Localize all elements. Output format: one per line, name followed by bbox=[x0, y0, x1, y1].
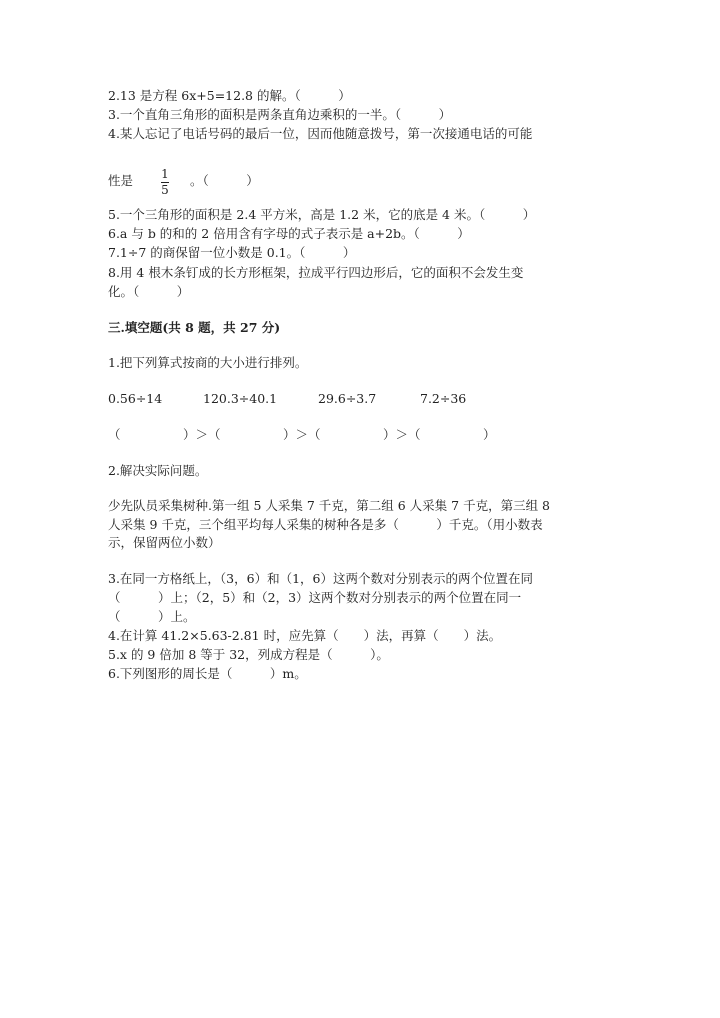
fill-q5: 5.x 的 9 倍加 8 等于 32，列成方程是（ ）。 bbox=[108, 647, 389, 662]
fill-q2-text: 2.解决实际问题。 bbox=[108, 463, 208, 478]
fill-q4: 4.在计算 41.2×5.63-2.81 时，应先算（ ）法，再算（ ）法。 bbox=[108, 628, 502, 643]
fill-q2-line1: 少先队员采集树种.第一组 5 人采集 7 千克，第二组 6 人采集 7 千克，第三组 8 bbox=[108, 498, 550, 513]
fill-q3-line2: （ ）上；（2，5）和（2，3）这两个数对分别表示的两个位置在同一 bbox=[108, 590, 522, 605]
fraction-numerator: 1 bbox=[161, 167, 169, 181]
judgement-q7: 7.1÷7 的商保留一位小数是 0.1。（ ） bbox=[108, 245, 356, 260]
fill-q1-expr3: 29.6÷3.7 bbox=[318, 391, 377, 406]
judgement-q5: 5.一个三角形的面积是 2.4 平方米，高是 1.2 米，它的底是 4 米。（ ） bbox=[108, 207, 536, 222]
fill-q1-expr4: 7.2÷36 bbox=[420, 391, 467, 406]
section-title: 三.填空题(共 8 题，共 27 分) bbox=[108, 320, 281, 335]
fill-q6: 6.下列图形的周长是（ ）m。 bbox=[108, 666, 307, 681]
fill-q3-line3: （ ）上。 bbox=[108, 609, 196, 624]
judgement-q8-line1: 8.用 4 根木条钉成的长方形框架，拉成平行四边形后，它的面积不会发生变 bbox=[108, 265, 524, 280]
judgement-q2: 2.13 是方程 6x+5=12.8 的解。（ ） bbox=[108, 88, 351, 103]
fill-q2-line2: 人采集 9 千克，三个组平均每人采集的树种各是多（ ）千克。（用小数表 bbox=[108, 517, 543, 532]
judgement-q4-line1: 4.某人忘记了电话号码的最后一位，因而他随意拨号，第一次接通电话的可能 bbox=[108, 126, 533, 141]
fill-q1-expr2: 120.3÷40.1 bbox=[203, 391, 278, 406]
judgement-q3: 3.一个直角三角形的面积是两条直角边乘积的一半。（ ） bbox=[108, 107, 452, 122]
fill-q3-line1: 3.在同一方格纸上，（3，6）和（1，6）这两个数对分别表示的两个位置在同 bbox=[108, 571, 533, 586]
probability-fraction bbox=[160, 168, 170, 197]
fill-q1-text: 1.把下列算式按商的大小进行排列。 bbox=[108, 355, 308, 370]
fill-q2-line3: 示，保留两位小数） bbox=[108, 535, 221, 550]
judgement-q6: 6.a 与 b 的和的 2 倍用含有字母的式子表示是 a+2b。（ ） bbox=[108, 226, 470, 241]
judgement-q8-line2: 化。（ ） bbox=[108, 284, 190, 299]
fill-q1-expr1: 0.56÷14 bbox=[108, 391, 163, 406]
judgement-q4-suffix: 。（ ） bbox=[190, 173, 259, 188]
judgement-q4-prefix: 性是 bbox=[108, 173, 134, 188]
fraction-denominator: 5 bbox=[161, 183, 169, 197]
fill-q1-answer: （ ）＞（ ）＞（ ）＞（ ） bbox=[108, 427, 496, 442]
